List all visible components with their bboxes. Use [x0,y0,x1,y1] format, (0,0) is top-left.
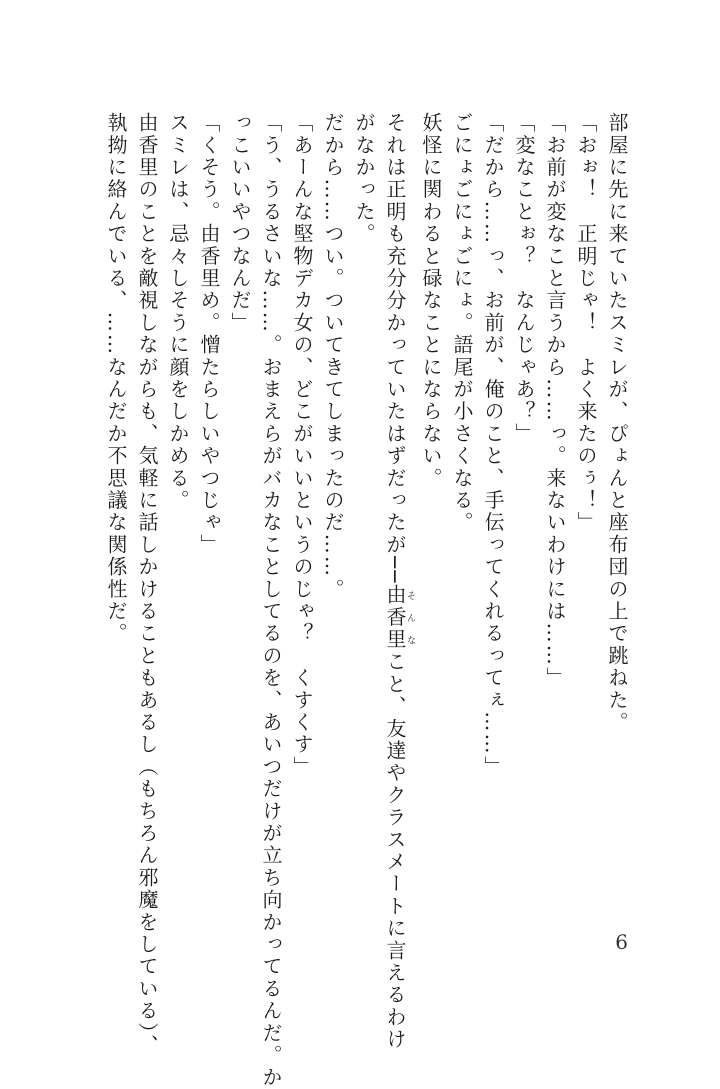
text-line-5: 「だから……っ、お前が、俺のこと、手伝ってくれるってぇ……」 [481,112,505,778]
text-line-1: 部屋に先に来ていたスミレが、ぴょんと座布団の上で跳ねた。 [605,112,629,734]
vertical-text-block [100,112,632,1089]
text-line-2: 「おぉ！ 正明じゃ！ よく来たのぅ！」 [574,112,598,534]
text-line-10: だから……つい。ついてきてしまったのだ……。 [321,112,345,601]
ruby-reading: そんな [405,584,415,652]
text-line-12: 「う、うるさいな……。おまえらがバカなことしてるのを、あいつだけが立ち向かってるんだ。か [259,112,283,1089]
text-line-8-tail: こと、友達やクラスメートに言えるわけ [383,651,407,1051]
text-line-8 [379,112,415,1051]
text-line-17: 執拗に絡んでいる、……なんだか不思議な関係性だ。 [104,112,128,645]
text-line-6: ごにょごにょごにょ。語尾が小さくなる。 [450,112,474,534]
text-line-8-main: それは正明も充分分かっていたはずだったが── [383,112,407,585]
text-line-7: 妖怪に関わると碌なことにならない。 [419,112,443,490]
text-line-3: 「お前が変なこと言うから……っ。来ないわけには……」 [543,112,567,690]
text-line-9: がなかった。 [352,112,376,246]
page-number: 6 [615,930,628,954]
text-line-13: っこいいやつなんだ」 [228,112,252,334]
text-line-11: 「あーんな堅物デカ女の、どこがいいというのじゃ？ くすくす」 [290,112,314,778]
text-line-4: 「変なことぉ？ なんじゃあ？」 [512,112,536,445]
ruby-base: 由香里 [383,584,407,652]
text-line-16: 由香里のことを敵視しながらも、気軽に話しかけることもあるし（もちろん邪魔をしている）、 [135,112,159,1057]
text-line-14: 「くそう。由香里め。憎たらしいやつじゃ」 [197,112,221,556]
ruby-yukari [383,584,415,652]
text-line-15: スミレは、忌々しそうに顔をしかめる。 [166,112,190,512]
